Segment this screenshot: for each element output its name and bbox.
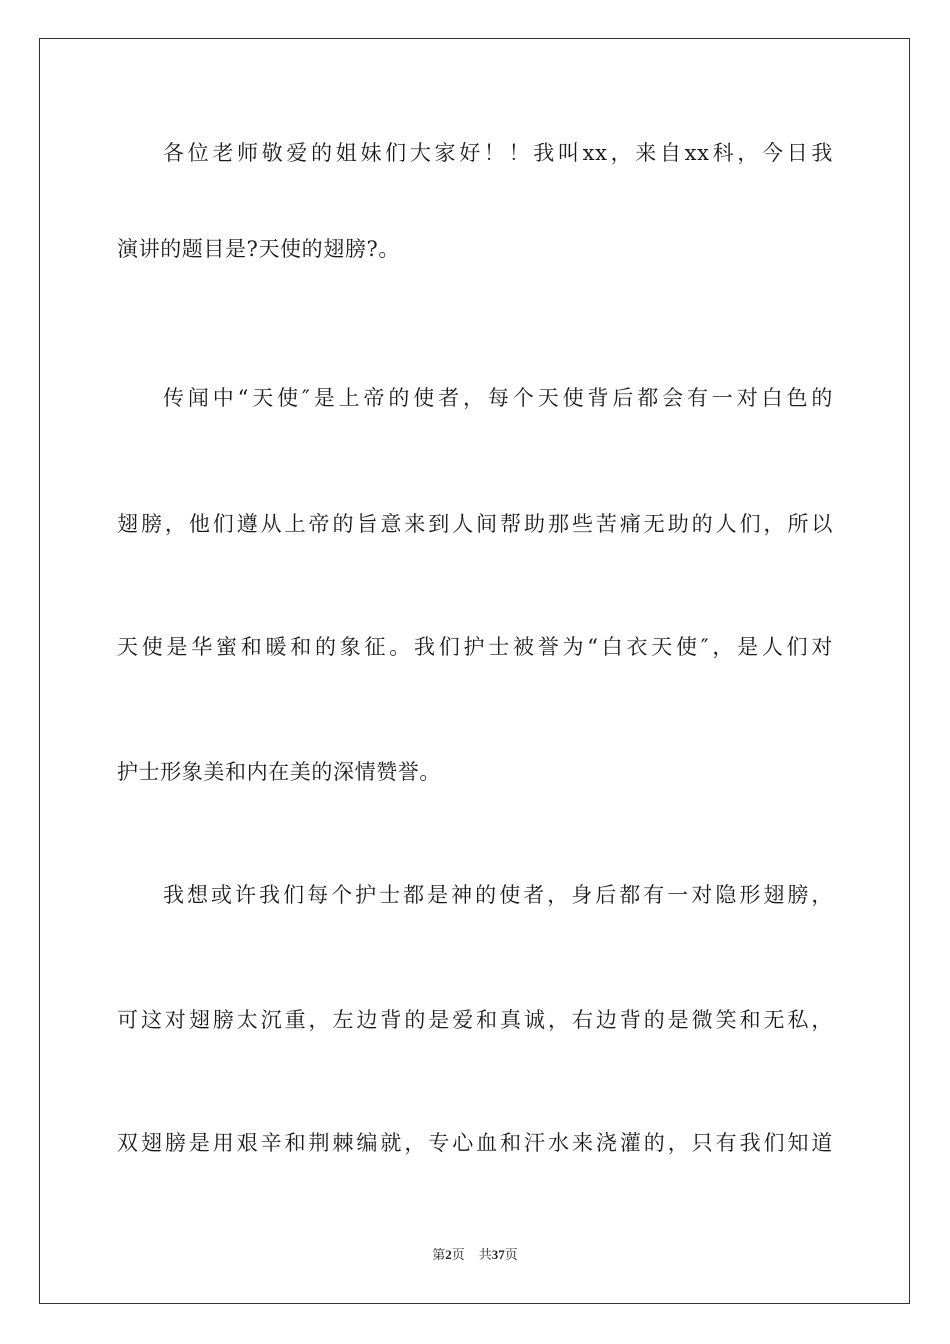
paragraph-2-line-1: 传闻中“天使″是上帝的使者，每个天使背后都会有一对白色的 xyxy=(163,386,833,410)
footer-total-suffix: 页 xyxy=(504,1248,518,1263)
footer-total-prefix: 共 xyxy=(478,1248,492,1263)
paragraph-3-line-3: 双翅膀是用艰辛和荆棘编就，专心血和汗水来浇灌的，只有我们知道 xyxy=(117,1131,833,1155)
footer-page-number: 2 xyxy=(445,1247,452,1262)
footer-page-suffix: 页 xyxy=(451,1248,465,1263)
paragraph-1-line-2: 演讲的题目是?天使的翅膀?。 xyxy=(117,237,400,261)
page-footer xyxy=(0,1246,950,1265)
page-border xyxy=(39,38,910,1304)
footer-page-prefix: 第 xyxy=(432,1248,446,1263)
paragraph-1-line-1: 各位老师敬爱的姐妹们大家好！！我叫xx，来自xx科，今日我 xyxy=(163,141,833,165)
paragraph-3-line-2: 可这对翅膀太沉重，左边背的是爱和真诚，右边背的是微笑和无私， xyxy=(117,1008,833,1032)
paragraph-3-line-1: 我想或许我们每个护士都是神的使者，身后都有一对隐形翅膀， xyxy=(163,883,833,907)
paragraph-2-line-2: 翅膀，他们遵从上帝的旨意来到人间帮助那些苦痛无助的人们，所以 xyxy=(117,512,833,536)
paragraph-2-line-3: 天使是华蜜和暖和的象征。我们护士被誉为“白衣天使″，是人们对 xyxy=(117,635,833,659)
paragraph-2-line-4: 护士形象美和内在美的深情赞誉。 xyxy=(117,760,441,784)
footer-total-pages: 37 xyxy=(491,1247,505,1262)
